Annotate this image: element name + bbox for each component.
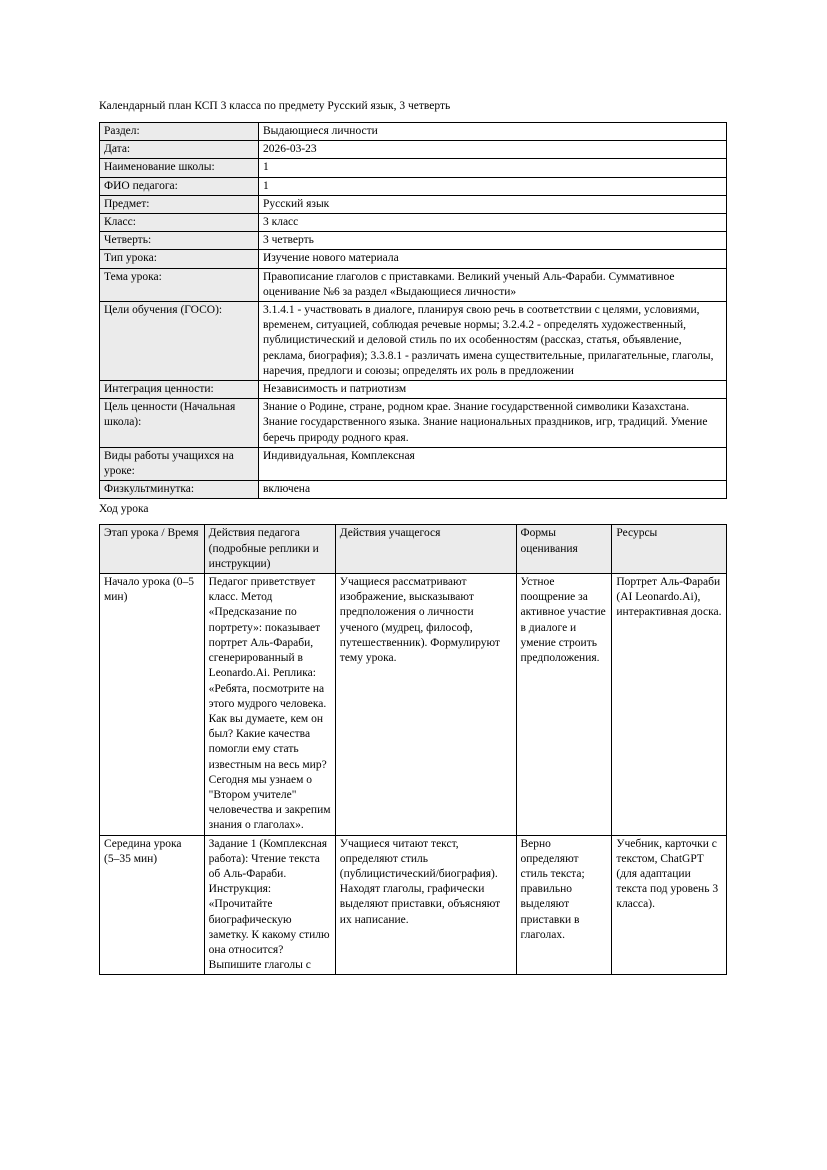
info-value: Выдающиеся личности (259, 123, 727, 141)
lesson-flow-head (100, 525, 727, 574)
cell-teacher-actions: Задание 1 (Комплексная работа): Чтение текста об Аль-Фараби. Инструкция: «Прочитайте биографическую заметку. К какому стилю она относится? Выпишите глаголы с (204, 835, 335, 975)
column-header-resources: Ресурсы (612, 525, 727, 574)
section-caption-lesson-flow: Ход урока (99, 503, 149, 516)
table-row (100, 195, 727, 213)
table-header-row (100, 525, 727, 574)
table-row (100, 447, 727, 480)
info-value: Независимость и патриотизм (259, 381, 727, 399)
info-label: Цель ценности (Начальная школа): (100, 399, 259, 448)
info-value: 2026-03-23 (259, 141, 727, 159)
info-label: Интеграция ценности: (100, 381, 259, 399)
column-header-student-actions: Действия учащегося (335, 525, 516, 574)
lesson-info-table (99, 122, 727, 499)
info-value: включена (259, 481, 727, 499)
column-header-teacher-actions: Действия педагога (подробные реплики и инструкции) (204, 525, 335, 574)
info-label: Наименование школы: (100, 159, 259, 177)
cell-teacher-actions: Педагог приветствует класс. Метод «Предсказание по портрету»: показывает портрет Аль-Фараби, сгенерированный в Leonardo.Ai. Реплика: «Ребята, посмотрите на этого мудрого человека. Как вы думаете, кем он был? Какие качества помогли ему стать известным на весь мир? Сегодня мы узнаем о "Втором учителе" человечества и закрепим знания о глаголах». (204, 574, 335, 835)
info-label: Раздел: (100, 123, 259, 141)
info-label: Четверть: (100, 232, 259, 250)
cell-student-actions: Учащиеся рассматривают изображение, высказывают предположения о личности ученого (мудрец, философ, путешественник). Формулируют тему урока. (335, 574, 516, 835)
lesson-flow-clip (99, 524, 728, 975)
lesson-info-body (100, 123, 727, 499)
info-value: 3 класс (259, 214, 727, 232)
table-row (100, 123, 727, 141)
column-header-stage: Этап урока / Время (100, 525, 205, 574)
cell-resources: Учебник, карточки с текстом, ChatGPT (для адаптации текста под уровень 3 класса). (612, 835, 727, 975)
info-value: 3 четверть (259, 232, 727, 250)
info-value: 3.1.4.1 - участвовать в диалоге, планируя свою речь в соответствии с целями, условиями, временем, ситуацией, соблюдая речевые нормы; 3.2.4.2 - определять художественный, публицистический и деловой стиль по их особенностям (рассказ, статья, объявление, реклама, биография); 3.3.8.1 - различать имена существительные, прилагательные, глаголы, наречия, предлоги и союзы; определять их роль в предложении (259, 302, 727, 381)
table-row (100, 214, 727, 232)
info-label: Тип урока: (100, 250, 259, 268)
info-label: Тема урока: (100, 268, 259, 301)
info-value: 1 (259, 177, 727, 195)
lesson-flow-table (99, 524, 727, 975)
info-value: Правописание глаголов с приставками. Великий ученый Аль-Фараби. Суммативное оценивание №6 за раздел «Выдающиеся личности» (259, 268, 727, 301)
info-value: Знание о Родине, стране, родном крае. Знание государственной символики Казахстана. Знание государственного языка. Знание национальных праздников, игр, традиций. Умение беречь природу родного края. (259, 399, 727, 448)
info-value: 1 (259, 159, 727, 177)
table-row (100, 250, 727, 268)
table-row (100, 232, 727, 250)
table-row (100, 481, 727, 499)
lesson-flow-body (100, 574, 727, 975)
table-row (100, 302, 727, 381)
page-title: Календарный план КСП 3 класса по предмету Русский язык, 3 четверть (99, 100, 451, 112)
info-label: Виды работы учащихся на уроке: (100, 447, 259, 480)
info-label: Физкультминутка: (100, 481, 259, 499)
table-row (100, 177, 727, 195)
info-label: Дата: (100, 141, 259, 159)
info-value: Русский язык (259, 195, 727, 213)
info-label: Класс: (100, 214, 259, 232)
table-row (100, 399, 727, 448)
cell-stage: Середина урока (5–35 мин) (100, 835, 205, 975)
info-label: ФИО педагога: (100, 177, 259, 195)
cell-student-actions: Учащиеся читают текст, определяют стиль (публицистический/биография). Находят глаголы, графически выделяют приставки, объясняют их написание. (335, 835, 516, 975)
table-row (100, 381, 727, 399)
cell-assessment-forms: Устное поощрение за активное участие в диалоге и умение строить предположения. (516, 574, 612, 835)
cell-assessment-forms: Верно определяют стиль текста; правильно выделяют приставки в глаголах. (516, 835, 612, 975)
cell-stage: Начало урока (0–5 мин) (100, 574, 205, 835)
info-value: Индивидуальная, Комплексная (259, 447, 727, 480)
info-value: Изучение нового материала (259, 250, 727, 268)
column-header-assessment-forms: Формы оценивания (516, 525, 612, 574)
table-row (100, 159, 727, 177)
info-label: Предмет: (100, 195, 259, 213)
table-row (100, 574, 727, 835)
table-row (100, 268, 727, 301)
table-row (100, 141, 727, 159)
cell-resources: Портрет Аль-Фараби (AI Leonardo.Ai), интерактивная доска. (612, 574, 727, 835)
info-label: Цели обучения (ГОСО): (100, 302, 259, 381)
table-row (100, 835, 727, 975)
